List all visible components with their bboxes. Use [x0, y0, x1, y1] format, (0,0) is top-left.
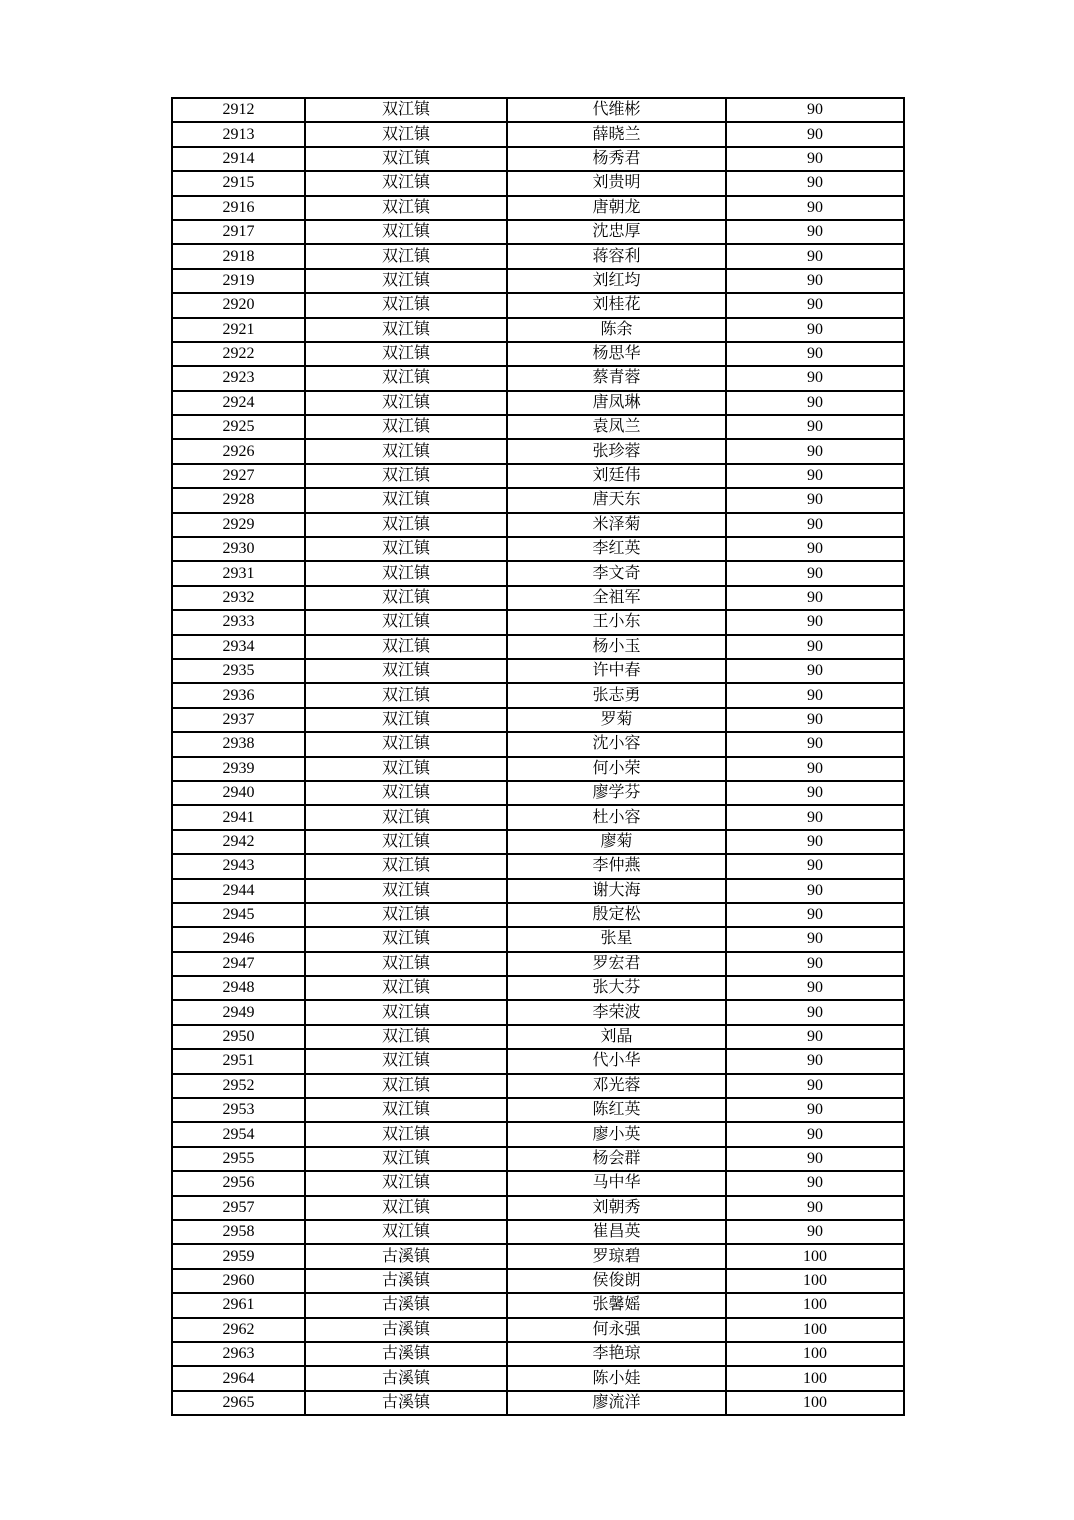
cell-town-name: 双江镇 — [305, 683, 507, 707]
cell-person-name: 张馨媱 — [507, 1293, 726, 1317]
cell-town-name: 古溪镇 — [305, 1244, 507, 1268]
table-row — [172, 1171, 904, 1195]
cell-score: 90 — [726, 635, 904, 659]
table-row — [172, 1293, 904, 1317]
cell-town-name: 双江镇 — [305, 415, 507, 439]
cell-serial-number: 2945 — [172, 903, 305, 927]
table-row — [172, 854, 904, 878]
cell-serial-number: 2939 — [172, 757, 305, 781]
cell-serial-number: 2964 — [172, 1366, 305, 1390]
cell-person-name: 袁凤兰 — [507, 415, 726, 439]
cell-person-name: 廖流洋 — [507, 1391, 726, 1415]
cell-score: 90 — [726, 659, 904, 683]
cell-score: 90 — [726, 1098, 904, 1122]
cell-score: 90 — [726, 415, 904, 439]
cell-serial-number: 2965 — [172, 1391, 305, 1415]
table-row — [172, 952, 904, 976]
cell-score: 100 — [726, 1391, 904, 1415]
cell-serial-number: 2923 — [172, 366, 305, 390]
cell-person-name: 许中春 — [507, 659, 726, 683]
cell-score: 90 — [726, 1025, 904, 1049]
cell-serial-number: 2916 — [172, 196, 305, 220]
cell-score: 90 — [726, 391, 904, 415]
cell-person-name: 李艳琼 — [507, 1342, 726, 1366]
cell-town-name: 双江镇 — [305, 1196, 507, 1220]
table-row — [172, 488, 904, 512]
cell-person-name: 张志勇 — [507, 683, 726, 707]
cell-serial-number: 2957 — [172, 1196, 305, 1220]
cell-town-name: 双江镇 — [305, 879, 507, 903]
table-row — [172, 1391, 904, 1415]
cell-person-name: 廖小英 — [507, 1122, 726, 1146]
cell-serial-number: 2956 — [172, 1171, 305, 1195]
cell-score: 100 — [726, 1293, 904, 1317]
cell-score: 90 — [726, 976, 904, 1000]
cell-serial-number: 2917 — [172, 220, 305, 244]
cell-town-name: 双江镇 — [305, 391, 507, 415]
cell-serial-number: 2950 — [172, 1025, 305, 1049]
cell-serial-number: 2927 — [172, 464, 305, 488]
cell-score: 100 — [726, 1269, 904, 1293]
cell-serial-number: 2912 — [172, 98, 305, 122]
cell-town-name: 双江镇 — [305, 1000, 507, 1024]
table-row — [172, 1220, 904, 1244]
table-row — [172, 196, 904, 220]
cell-score: 90 — [726, 561, 904, 585]
cell-person-name: 崔昌英 — [507, 1220, 726, 1244]
cell-person-name: 廖学芬 — [507, 781, 726, 805]
cell-person-name: 杨小玉 — [507, 635, 726, 659]
cell-town-name: 双江镇 — [305, 244, 507, 268]
cell-town-name: 双江镇 — [305, 269, 507, 293]
cell-score: 90 — [726, 1147, 904, 1171]
cell-serial-number: 2959 — [172, 1244, 305, 1268]
cell-person-name: 唐朝龙 — [507, 196, 726, 220]
cell-serial-number: 2953 — [172, 1098, 305, 1122]
cell-score: 90 — [726, 586, 904, 610]
cell-serial-number: 2954 — [172, 1122, 305, 1146]
cell-serial-number: 2940 — [172, 781, 305, 805]
cell-town-name: 双江镇 — [305, 830, 507, 854]
cell-serial-number: 2943 — [172, 854, 305, 878]
cell-score: 90 — [726, 464, 904, 488]
cell-person-name: 李文奇 — [507, 561, 726, 585]
cell-town-name: 双江镇 — [305, 708, 507, 732]
cell-town-name: 双江镇 — [305, 122, 507, 146]
cell-person-name: 张珍蓉 — [507, 439, 726, 463]
table-row — [172, 732, 904, 756]
cell-town-name: 双江镇 — [305, 366, 507, 390]
table-row — [172, 610, 904, 634]
cell-score: 100 — [726, 1366, 904, 1390]
cell-serial-number: 2962 — [172, 1318, 305, 1342]
cell-score: 90 — [726, 488, 904, 512]
cell-score: 90 — [726, 781, 904, 805]
table-row — [172, 342, 904, 366]
table-row — [172, 220, 904, 244]
cell-person-name: 马中华 — [507, 1171, 726, 1195]
table-row — [172, 366, 904, 390]
cell-town-name: 双江镇 — [305, 635, 507, 659]
cell-town-name: 双江镇 — [305, 1122, 507, 1146]
cell-score: 90 — [726, 1171, 904, 1195]
cell-serial-number: 2935 — [172, 659, 305, 683]
cell-town-name: 双江镇 — [305, 927, 507, 951]
table-row — [172, 1098, 904, 1122]
table-row — [172, 635, 904, 659]
table-row — [172, 464, 904, 488]
table-row — [172, 659, 904, 683]
cell-town-name: 双江镇 — [305, 98, 507, 122]
cell-town-name: 古溪镇 — [305, 1366, 507, 1390]
cell-serial-number: 2941 — [172, 805, 305, 829]
cell-serial-number: 2960 — [172, 1269, 305, 1293]
cell-score: 100 — [726, 1342, 904, 1366]
cell-serial-number: 2937 — [172, 708, 305, 732]
cell-person-name: 罗宏君 — [507, 952, 726, 976]
cell-person-name: 唐天东 — [507, 488, 726, 512]
cell-town-name: 双江镇 — [305, 1049, 507, 1073]
table-row — [172, 879, 904, 903]
cell-serial-number: 2928 — [172, 488, 305, 512]
cell-person-name: 李红英 — [507, 537, 726, 561]
cell-town-name: 双江镇 — [305, 1098, 507, 1122]
table-row — [172, 1196, 904, 1220]
cell-town-name: 双江镇 — [305, 1171, 507, 1195]
cell-score: 90 — [726, 1220, 904, 1244]
table-row — [172, 171, 904, 195]
cell-serial-number: 2951 — [172, 1049, 305, 1073]
cell-town-name: 双江镇 — [305, 805, 507, 829]
table-row — [172, 927, 904, 951]
cell-serial-number: 2915 — [172, 171, 305, 195]
table-row — [172, 1147, 904, 1171]
cell-town-name: 双江镇 — [305, 586, 507, 610]
cell-person-name: 刘朝秀 — [507, 1196, 726, 1220]
cell-score: 90 — [726, 708, 904, 732]
cell-serial-number: 2924 — [172, 391, 305, 415]
cell-person-name: 代维彬 — [507, 98, 726, 122]
cell-person-name: 殷定松 — [507, 903, 726, 927]
table-row — [172, 805, 904, 829]
cell-score: 90 — [726, 683, 904, 707]
cell-person-name: 陈余 — [507, 318, 726, 342]
table-row — [172, 391, 904, 415]
cell-person-name: 刘红均 — [507, 269, 726, 293]
cell-serial-number: 2922 — [172, 342, 305, 366]
cell-score: 90 — [726, 1196, 904, 1220]
cell-person-name: 杨思华 — [507, 342, 726, 366]
cell-town-name: 双江镇 — [305, 513, 507, 537]
cell-town-name: 双江镇 — [305, 610, 507, 634]
cell-town-name: 双江镇 — [305, 220, 507, 244]
cell-serial-number: 2946 — [172, 927, 305, 951]
cell-serial-number: 2932 — [172, 586, 305, 610]
cell-town-name: 双江镇 — [305, 537, 507, 561]
cell-score: 90 — [726, 732, 904, 756]
table-row — [172, 757, 904, 781]
cell-score: 90 — [726, 318, 904, 342]
cell-town-name: 双江镇 — [305, 318, 507, 342]
cell-serial-number: 2929 — [172, 513, 305, 537]
cell-person-name: 罗菊 — [507, 708, 726, 732]
cell-serial-number: 2921 — [172, 318, 305, 342]
table-row — [172, 708, 904, 732]
cell-serial-number: 2931 — [172, 561, 305, 585]
cell-serial-number: 2926 — [172, 439, 305, 463]
cell-score: 90 — [726, 1122, 904, 1146]
cell-serial-number: 2952 — [172, 1074, 305, 1098]
cell-score: 90 — [726, 439, 904, 463]
table-row — [172, 415, 904, 439]
cell-serial-number: 2919 — [172, 269, 305, 293]
table-row — [172, 439, 904, 463]
cell-person-name: 谢大海 — [507, 879, 726, 903]
cell-town-name: 双江镇 — [305, 147, 507, 171]
cell-person-name: 刘桂花 — [507, 293, 726, 317]
table-row — [172, 293, 904, 317]
cell-town-name: 双江镇 — [305, 757, 507, 781]
cell-town-name: 双江镇 — [305, 464, 507, 488]
cell-person-name: 杨秀君 — [507, 147, 726, 171]
cell-serial-number: 2955 — [172, 1147, 305, 1171]
table-row — [172, 1025, 904, 1049]
cell-score: 100 — [726, 1318, 904, 1342]
cell-town-name: 双江镇 — [305, 659, 507, 683]
cell-town-name: 双江镇 — [305, 342, 507, 366]
cell-person-name: 沈忠厚 — [507, 220, 726, 244]
cell-score: 90 — [726, 244, 904, 268]
cell-score: 90 — [726, 293, 904, 317]
cell-serial-number: 2961 — [172, 1293, 305, 1317]
cell-town-name: 双江镇 — [305, 732, 507, 756]
table-row — [172, 561, 904, 585]
cell-person-name: 全祖军 — [507, 586, 726, 610]
table-row — [172, 781, 904, 805]
cell-person-name: 代小华 — [507, 1049, 726, 1073]
cell-person-name: 张星 — [507, 927, 726, 951]
cell-person-name: 杜小容 — [507, 805, 726, 829]
cell-town-name: 双江镇 — [305, 488, 507, 512]
cell-person-name: 李荣波 — [507, 1000, 726, 1024]
cell-score: 90 — [726, 1000, 904, 1024]
table-row — [172, 1122, 904, 1146]
table-row — [172, 1366, 904, 1390]
cell-serial-number: 2925 — [172, 415, 305, 439]
table-row — [172, 244, 904, 268]
table-row — [172, 1269, 904, 1293]
table-row — [172, 318, 904, 342]
table-row — [172, 1342, 904, 1366]
cell-score: 90 — [726, 537, 904, 561]
cell-serial-number: 2947 — [172, 952, 305, 976]
cell-town-name: 双江镇 — [305, 171, 507, 195]
cell-score: 90 — [726, 610, 904, 634]
cell-serial-number: 2934 — [172, 635, 305, 659]
cell-score: 90 — [726, 952, 904, 976]
cell-person-name: 何永强 — [507, 1318, 726, 1342]
cell-score: 90 — [726, 757, 904, 781]
table-row — [172, 830, 904, 854]
cell-score: 90 — [726, 854, 904, 878]
table-row — [172, 147, 904, 171]
cell-serial-number: 2913 — [172, 122, 305, 146]
cell-score: 90 — [726, 147, 904, 171]
cell-serial-number: 2936 — [172, 683, 305, 707]
table-row — [172, 1318, 904, 1342]
cell-person-name: 蔡青蓉 — [507, 366, 726, 390]
cell-serial-number: 2933 — [172, 610, 305, 634]
roster-table-body — [172, 98, 904, 1415]
cell-person-name: 沈小容 — [507, 732, 726, 756]
cell-score: 90 — [726, 513, 904, 537]
table-row — [172, 1000, 904, 1024]
table-row — [172, 1049, 904, 1073]
cell-score: 90 — [726, 903, 904, 927]
cell-person-name: 王小东 — [507, 610, 726, 634]
cell-score: 100 — [726, 1244, 904, 1268]
cell-town-name: 双江镇 — [305, 1025, 507, 1049]
cell-person-name: 刘贵明 — [507, 171, 726, 195]
cell-person-name: 侯俊朗 — [507, 1269, 726, 1293]
cell-serial-number: 2944 — [172, 879, 305, 903]
cell-person-name: 李仲燕 — [507, 854, 726, 878]
cell-town-name: 双江镇 — [305, 976, 507, 1000]
cell-score: 90 — [726, 366, 904, 390]
cell-serial-number: 2949 — [172, 1000, 305, 1024]
roster-table — [171, 97, 905, 1416]
cell-town-name: 双江镇 — [305, 1220, 507, 1244]
cell-town-name: 双江镇 — [305, 952, 507, 976]
cell-score: 90 — [726, 805, 904, 829]
cell-person-name: 廖菊 — [507, 830, 726, 854]
cell-score: 90 — [726, 342, 904, 366]
cell-person-name: 陈红英 — [507, 1098, 726, 1122]
table-row — [172, 1074, 904, 1098]
cell-town-name: 双江镇 — [305, 854, 507, 878]
table-row — [172, 683, 904, 707]
cell-town-name: 古溪镇 — [305, 1318, 507, 1342]
cell-serial-number: 2914 — [172, 147, 305, 171]
cell-person-name: 张大芬 — [507, 976, 726, 1000]
cell-town-name: 双江镇 — [305, 781, 507, 805]
cell-score: 90 — [726, 830, 904, 854]
cell-town-name: 古溪镇 — [305, 1391, 507, 1415]
cell-person-name: 米泽菊 — [507, 513, 726, 537]
table-row — [172, 586, 904, 610]
cell-score: 90 — [726, 196, 904, 220]
cell-serial-number: 2942 — [172, 830, 305, 854]
table-row — [172, 269, 904, 293]
cell-town-name: 古溪镇 — [305, 1269, 507, 1293]
cell-serial-number: 2948 — [172, 976, 305, 1000]
cell-town-name: 双江镇 — [305, 439, 507, 463]
cell-serial-number: 2920 — [172, 293, 305, 317]
cell-person-name: 邓光蓉 — [507, 1074, 726, 1098]
cell-town-name: 双江镇 — [305, 1074, 507, 1098]
cell-town-name: 古溪镇 — [305, 1293, 507, 1317]
cell-score: 90 — [726, 927, 904, 951]
cell-score: 90 — [726, 269, 904, 293]
cell-town-name: 双江镇 — [305, 196, 507, 220]
cell-person-name: 陈小娃 — [507, 1366, 726, 1390]
cell-person-name: 罗琼碧 — [507, 1244, 726, 1268]
cell-serial-number: 2938 — [172, 732, 305, 756]
cell-serial-number: 2918 — [172, 244, 305, 268]
table-row — [172, 122, 904, 146]
cell-town-name: 双江镇 — [305, 293, 507, 317]
cell-score: 90 — [726, 879, 904, 903]
cell-town-name: 双江镇 — [305, 903, 507, 927]
table-row — [172, 903, 904, 927]
cell-score: 90 — [726, 1074, 904, 1098]
table-row — [172, 976, 904, 1000]
cell-score: 90 — [726, 122, 904, 146]
cell-town-name: 古溪镇 — [305, 1342, 507, 1366]
cell-person-name: 唐凤琳 — [507, 391, 726, 415]
cell-town-name: 双江镇 — [305, 1147, 507, 1171]
cell-score: 90 — [726, 171, 904, 195]
cell-serial-number: 2930 — [172, 537, 305, 561]
table-row — [172, 513, 904, 537]
cell-person-name: 刘晶 — [507, 1025, 726, 1049]
cell-town-name: 双江镇 — [305, 561, 507, 585]
table-row — [172, 1244, 904, 1268]
cell-person-name: 蒋容利 — [507, 244, 726, 268]
cell-score: 90 — [726, 98, 904, 122]
cell-serial-number: 2958 — [172, 1220, 305, 1244]
cell-score: 90 — [726, 220, 904, 244]
cell-score: 90 — [726, 1049, 904, 1073]
table-row — [172, 537, 904, 561]
cell-person-name: 薛晓兰 — [507, 122, 726, 146]
cell-person-name: 杨会群 — [507, 1147, 726, 1171]
table-row — [172, 98, 904, 122]
cell-person-name: 何小荣 — [507, 757, 726, 781]
cell-person-name: 刘廷伟 — [507, 464, 726, 488]
cell-serial-number: 2963 — [172, 1342, 305, 1366]
